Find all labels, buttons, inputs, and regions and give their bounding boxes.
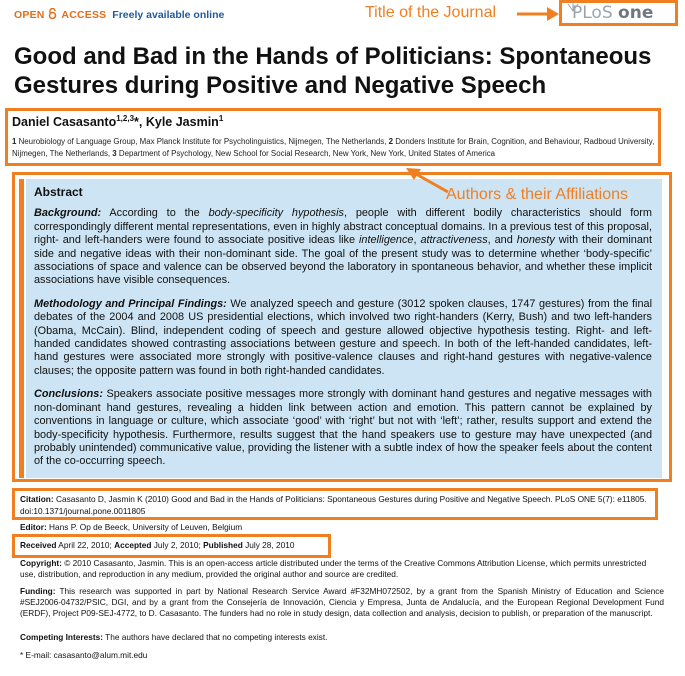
affiliation-number: 2	[388, 137, 394, 146]
citation	[20, 494, 656, 517]
text: , and	[487, 234, 517, 247]
access-text: ACCESS	[61, 9, 107, 21]
received-label: Received	[20, 540, 57, 550]
emphasis: honesty	[516, 234, 555, 247]
paper-title: Good and Bad in the Hands of Politicians: Spontaneous Gestures during Positive and Negative Speech	[14, 43, 652, 99]
editor-label: Editor:	[20, 522, 47, 532]
abstract-conclusions-paragraph	[34, 388, 652, 468]
section-lead: Background:	[34, 207, 102, 220]
published-label: Published	[203, 540, 243, 550]
editor-text: Hans P. Op de Beeck, University of Leuven, Belgium	[46, 522, 243, 532]
text: ,	[413, 234, 421, 247]
author-name: Kyle Jasmin	[145, 115, 219, 130]
abstract-methods-paragraph	[34, 298, 652, 378]
copyright-label: Copyright:	[20, 558, 62, 568]
competing-text: The authors have declared that no competing interests exist.	[102, 632, 328, 642]
emphasis: intelligence	[359, 234, 414, 247]
abstract-background-paragraph	[34, 207, 652, 287]
funding-text: This research was supported in part by National Research Service Award #F32MH072502, by a grant from the Spanish Ministry of Education and Science #SEJ2006-04732/PSIC, DGI, and by a grant from the Consejería de Innovación, Ciencia y Empresa, Junta de Andalucía, and the European Regional Development Fund (ERDF), Project P09-SEJ-4772, to D. Casasanto. The funders had no role in study design, data collection and analysis, decision to publish, or preparation of the manuscript.	[20, 586, 664, 618]
arrow-up-left-icon	[404, 166, 450, 196]
email[interactable]: * E-mail: casasanto@alum.mit.edu	[20, 650, 148, 660]
published-date: July 28, 2010	[242, 540, 295, 550]
abstract-heading: Abstract	[34, 185, 83, 199]
corresponding-star: *	[134, 115, 139, 130]
section-lead: Conclusions:	[34, 388, 103, 401]
funding-label: Funding:	[20, 586, 56, 596]
affiliation-number: 3	[112, 149, 117, 158]
abstract	[34, 186, 652, 479]
funding	[20, 586, 664, 619]
dates	[20, 540, 294, 550]
section-lead: Methodology and Principal Findings:	[34, 297, 227, 310]
abstract-side-bar	[19, 179, 24, 478]
author-affiliation-sup: 1	[218, 114, 224, 123]
open-text: OPEN	[14, 9, 45, 21]
affiliations	[12, 136, 672, 160]
accepted-label: Accepted	[114, 540, 152, 550]
citation-text: Casasanto D, Jasmin K (2010) Good and Bad in the Hands of Politicians: Spontaneous Gestures during Positive and Negative Speech. PLoS ONE 5(7): e11805. doi:10.1371/journal.pone.0011805	[20, 494, 647, 516]
plos-one-logo	[572, 3, 653, 23]
text: We analyzed speech and gesture (3012 spoken clauses, 1747 gestures) from the final debates of the 2004 and 2008 US presidential elections, which involved two right-handers (Kerry, Bush) and two left-handers (Obama, McCain). Blind, independent coding of speech and gesture allowed objective hypothesis testing. Right- and left-handed candidates showed contrasting associations between gesture and speech. In both of the left-handed candidates, left-hand gestures were associated more strongly with positive-valence clauses and right-hand gestures with negative-valence clauses; the opposite pattern was found in both right-handed candidates.	[34, 297, 653, 377]
received-date: April 22, 2010;	[56, 540, 115, 550]
text: Speakers associate positive messages more strongly with dominant hand gestures and negative messages with non-dominant hand gestures, revealing a hidden link between action and emotion. This pattern cannot be explained by conventions in language or culture, which associate ‘good’ with ‘right’ but not with ‘left’; rather, results support and extend the body-specificity hypothesis. Furthermore, results suggest that the hand speakers use to gesture may have unexpected (and probably unintended) communicative value, providing the listener with a subtle index of how the speaker feels about the content of the co-occurring speech.	[34, 388, 652, 468]
copyright	[20, 558, 664, 580]
affiliations-annotation: Authors & their Affiliations	[446, 186, 629, 203]
freely-available-text: Freely available online	[112, 9, 225, 21]
competing-label: Competing Interests:	[20, 632, 103, 642]
competing-interests	[20, 632, 327, 642]
copyright-text: © 2010 Casasanto, Jasmin. This is an open-access article distributed under the terms of the Creative Commons Attribution License, which permits unrestricted use, distribution, and reproduction in any medium, provided the original author and source are credited.	[20, 558, 647, 579]
one-logo-text: one	[618, 3, 654, 23]
author-affiliation-sup: 1,2,3	[116, 114, 135, 123]
author-list	[12, 114, 223, 129]
emphasis: attractiveness	[420, 234, 488, 247]
text: , people with different bodily characteristics should form correspondingly different mental representations, even in highly abstract conceptual domains. In a previous test of this proposal, right- and left-handers were found to associate positive ideas like	[34, 207, 653, 247]
arrow-right-icon	[517, 4, 559, 24]
open-access-banner	[14, 8, 224, 21]
author-name: Daniel Casasanto	[12, 115, 117, 130]
editor	[20, 522, 242, 532]
affiliation-text: Neurobiology of Language Group, Max Planck Institute for Psycholinguistics, Nijmegen, The Netherlands,	[18, 137, 389, 146]
author-separator: ,	[138, 115, 146, 130]
affiliation-number: 1	[12, 137, 17, 146]
citation-label: Citation:	[20, 494, 54, 504]
accepted-date: July 2, 2010;	[151, 540, 204, 550]
plos-logo-text: PLoS	[572, 3, 613, 23]
text: with their dominant side and negative ideas with their non-dominant side. The goal of the present study was to determine whether ‘body-specific’ associations of space and valence can be observed beyond the laboratory in spontaneous behavior, and whether these implicit associations have visible consequences.	[34, 234, 652, 287]
affiliation-text: Department of Psychology, New School for Social Research, New York, New York, United States of America	[118, 149, 496, 158]
open-access-lock-icon	[48, 8, 57, 19]
text: According to the	[101, 207, 209, 220]
emphasis: body-specificity hypothesis	[208, 207, 344, 220]
affiliation-text: Donders Institute for Brain, Cognition, and Behaviour, Radboud University, Nijmegen, The Netherlands,	[12, 137, 655, 158]
journal-title-annotation: Title of the Journal	[365, 4, 497, 21]
